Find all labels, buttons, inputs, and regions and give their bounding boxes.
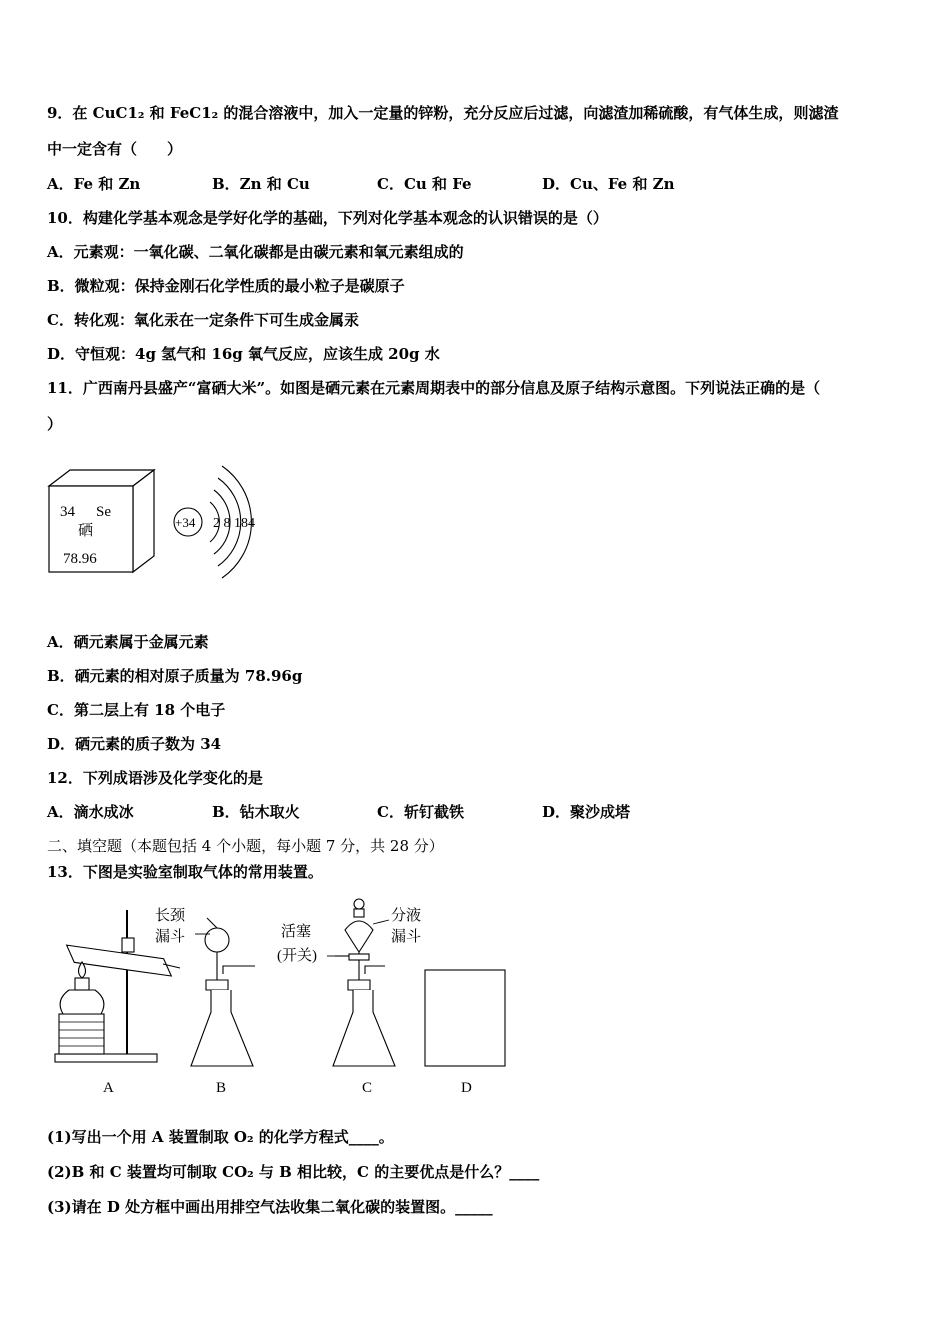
apparatus-d-box[interactable] <box>425 970 505 1066</box>
q10-option-c[interactable]: C．转化观：氧化汞在一定条件下可生成金属汞 <box>47 311 359 329</box>
q9-option-c[interactable]: C．Cu 和 Fe <box>377 175 472 193</box>
label-a: A <box>103 1080 114 1096</box>
apparatus-figure <box>45 890 525 1105</box>
long-funnel-label-2: 漏斗 <box>155 929 186 945</box>
q10-option-d[interactable]: D．守恒观：4g 氢气和 16g 氧气反应，应该生成 20g 水 <box>47 345 440 363</box>
label-d: D <box>461 1080 472 1096</box>
q13-stem: 13．下图是实验室制取气体的常用装置。 <box>47 863 323 881</box>
label-c: C <box>362 1080 373 1096</box>
label-b: B <box>216 1080 227 1096</box>
atomic-mass: 78.96 <box>63 551 97 567</box>
q11-option-a[interactable]: A．硒元素属于金属元素 <box>47 633 209 651</box>
q9-option-b[interactable]: B．Zn 和 Cu <box>212 175 310 193</box>
selenium-figure <box>40 462 280 602</box>
q9-option-a[interactable]: A．Fe 和 Zn <box>47 175 141 193</box>
q12-option-b[interactable]: B．钻木取火 <box>212 803 300 821</box>
apparatus-c <box>333 899 395 1066</box>
element-symbol: Se <box>96 504 111 520</box>
q11-option-d[interactable]: D．硒元素的质子数为 34 <box>47 735 222 753</box>
q11-option-c[interactable]: C．第二层上有 18 个电子 <box>47 701 226 719</box>
q10-option-b[interactable]: B．微粒观：保持金刚石化学性质的最小粒子是碳原子 <box>47 277 405 295</box>
q13-sub2: (2)B 和 C 装置均可制取 CO₂ 与 B 相比较，C 的主要优点是什么？____ <box>47 1163 540 1181</box>
q13-sub3: (3)请在 D 处方框中画出用排空气法收集二氧化碳的装置图。_____ <box>47 1198 493 1216</box>
q9-stem-line1: 9．在 CuC1₂ 和 FeC1₂ 的混合溶液中，加入一定量的锌粉，充分反应后过滤，向滤渣加稀硫酸，有气体生成，则滤渣 <box>47 104 839 122</box>
q11-stem-line1: 11．广西南丹县盛产“富硒大米”。如图是硒元素在元素周期表中的部分信息及原子结构示意图。下列说法正确的是（ <box>47 379 821 397</box>
nucleus-charge: +34 <box>175 515 196 530</box>
q12-stem: 12．下列成语涉及化学变化的是 <box>47 769 263 787</box>
apparatus-b <box>191 918 255 1066</box>
q12-option-d[interactable]: D．聚沙成塔 <box>542 803 631 821</box>
sep-funnel-label-1: 分液 <box>391 908 422 924</box>
stopcock-label-2: (开关) <box>277 948 317 964</box>
long-funnel-label-1: 长颈 <box>155 908 186 924</box>
electron-shells: 2 8 184 <box>213 516 255 531</box>
q12-option-a[interactable]: A．滴水成冰 <box>47 803 134 821</box>
q9-stem-line2: 中一定含有（ ） <box>47 140 183 158</box>
q10-option-a[interactable]: A．元素观：一氧化碳、二氧化碳都是由碳元素和氧元素组成的 <box>47 243 464 261</box>
q11-stem-line2: ） <box>47 415 63 433</box>
atom-structure <box>174 466 255 578</box>
sep-funnel-label-2: 漏斗 <box>391 929 422 945</box>
atomic-number: 34 <box>60 504 75 520</box>
section2-heading: 二、填空题（本题包括 4 个小题，每小题 7 分，共 28 分） <box>47 837 444 855</box>
stopcock-label-1: 活塞 <box>281 924 312 940</box>
q10-stem: 10．构建化学基本观念是学好化学的基础，下列对化学基本观念的认识错误的是（） <box>47 209 608 227</box>
q13-sub1: (1)写出一个用 A 装置制取 O₂ 的化学方程式____。 <box>47 1128 394 1146</box>
q11-option-b[interactable]: B．硒元素的相对原子质量为 78.96g <box>47 667 303 685</box>
q12-option-c[interactable]: C．斩钉截铁 <box>377 803 464 821</box>
element-name: 硒 <box>78 523 94 539</box>
q9-option-d[interactable]: D．Cu、Fe 和 Zn <box>542 175 675 193</box>
